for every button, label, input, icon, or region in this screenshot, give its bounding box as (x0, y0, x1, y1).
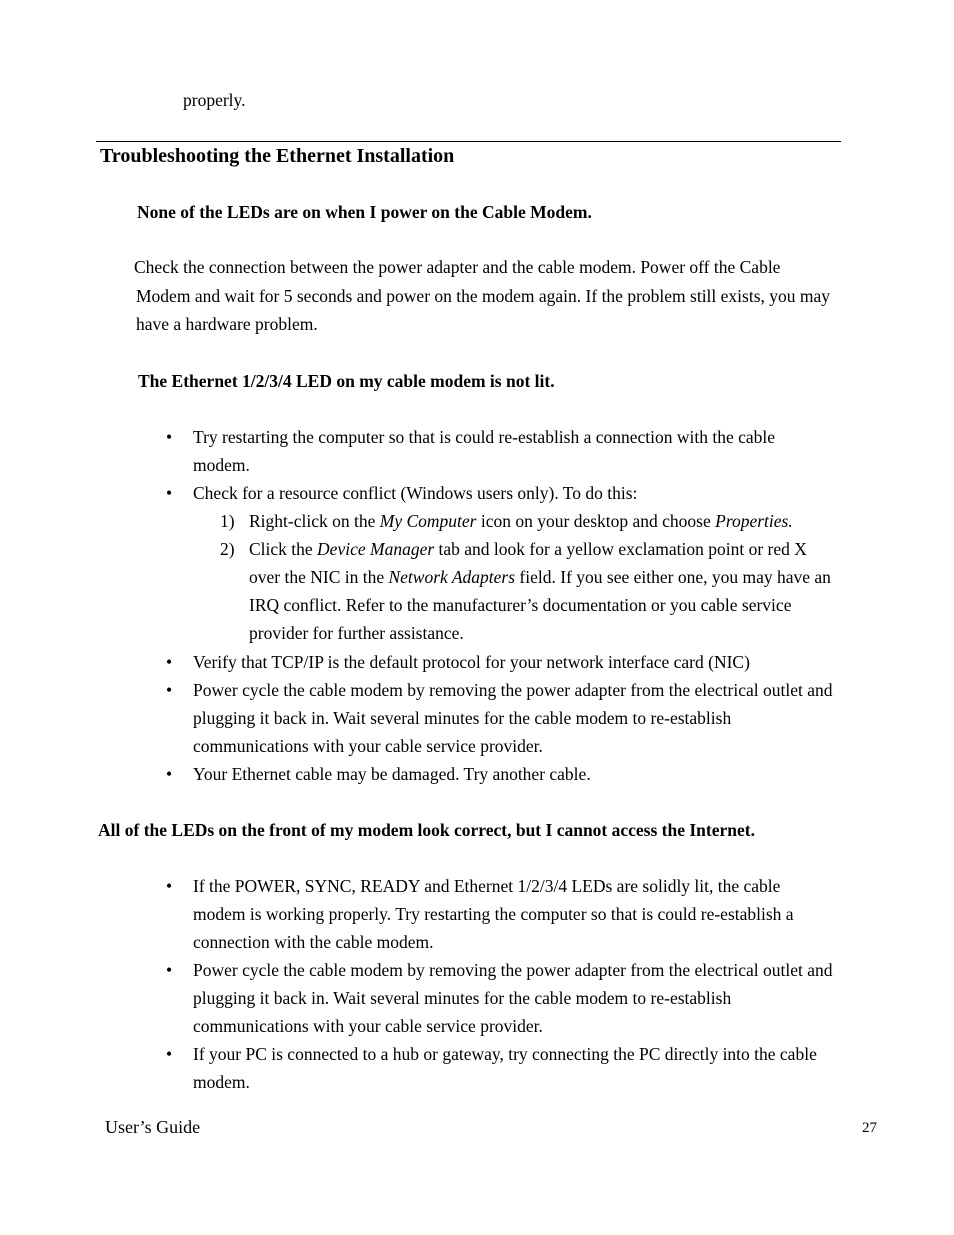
bullet-glyph: • (166, 483, 173, 503)
text-run: tab and look for a yellow exclamation point or red X (434, 539, 807, 559)
text-line: communications with your cable service provider. (193, 736, 543, 756)
text-line: Verify that TCP/IP is the default protocol for your network interface card (NIC) (193, 652, 750, 672)
bullet-list-ethernet-led (166, 423, 776, 507)
text-line: Check the connection between the power adapter and the cable modem. Power off the Cable (134, 257, 781, 277)
bullet-list-ethernet-led-continued (166, 648, 833, 788)
text-line: connection with the cable modem. (193, 932, 434, 952)
bullet-glyph: • (166, 427, 173, 447)
text-line: If the POWER, SYNC, READY and Ethernet 1/2/3/4 LEDs are solidly lit, the cable (193, 876, 781, 896)
bullet-glyph: • (166, 876, 173, 896)
text-line: Try restarting the computer so that is could re-establish a connection with the cable (193, 427, 776, 447)
text-line: IRQ conflict. Refer to the manufacturer’s documentation or you cable service (249, 595, 792, 615)
text-line: Your Ethernet cable may be damaged. Try another cable. (193, 764, 591, 784)
list-item (166, 760, 832, 788)
answer-paragraph-no-leds (134, 253, 830, 339)
text-run: Right-click on the (249, 511, 380, 531)
text-line: Power cycle the cable modem by removing the power adapter from the electrical outlet and (193, 960, 833, 980)
text-emphasis: Network Adapters (388, 567, 516, 587)
question-title-no-leds: None of the LEDs are on when I power on the Cable Modem. (137, 202, 592, 222)
question-title-ethernet-led: The Ethernet 1/2/3/4 LED on my cable modem is not lit. (138, 371, 555, 391)
text-line: Power cycle the cable modem by removing the power adapter from the electrical outlet and (193, 680, 833, 700)
list-item (166, 423, 776, 479)
bullet-list-no-internet (166, 872, 833, 1096)
text-line: communications with your cable service provider. (193, 1016, 543, 1036)
step-number: 2) (220, 539, 235, 559)
section-divider (96, 141, 841, 142)
bullet-glyph: • (166, 652, 173, 672)
numbered-steps (220, 507, 831, 647)
text-emphasis: Properties. (715, 511, 793, 531)
text-run: Click the (249, 539, 318, 559)
list-item (220, 535, 831, 647)
text-line: Modem and wait for 5 seconds and power on the modem again. If the problem still exists, you may (136, 285, 831, 306)
text-line: provider for further assistance. (249, 623, 464, 643)
text-line: plugging it back in. Wait several minutes for the cable modem to re-establish (193, 988, 732, 1008)
text-emphasis: My Computer (379, 511, 477, 531)
bullet-glyph: • (166, 960, 173, 980)
bullet-glyph: • (166, 1044, 173, 1064)
text-run: icon on your desktop and choose (476, 511, 716, 531)
text-line: modem is working properly. Try restarting the computer so that is could re-establish a (193, 904, 794, 924)
footer-guide-title: User’s Guide (105, 1117, 201, 1137)
section-title: Troubleshooting the Ethernet Installation (100, 145, 455, 167)
list-item (166, 479, 775, 507)
list-item (220, 507, 831, 535)
text-run: field. If you see either one, you may have an (515, 567, 831, 587)
list-item (166, 956, 833, 1040)
text-line: modem. (193, 455, 250, 475)
question-title-no-internet: All of the LEDs on the front of my modem look correct, but I cannot access the Internet. (98, 820, 755, 840)
text-run: over the NIC in the (249, 567, 389, 587)
bullet-glyph: • (166, 764, 173, 784)
list-item (166, 872, 832, 956)
page-number: 27 (862, 1120, 877, 1136)
text-emphasis: Device Manager (317, 539, 435, 559)
text-line: Check for a resource conflict (Windows users only). To do this: (193, 483, 638, 503)
list-item (166, 1040, 832, 1096)
text-line: If your PC is connected to a hub or gateway, try connecting the PC directly into the cable (193, 1044, 817, 1064)
list-item (166, 648, 832, 676)
text-line: plugging it back in. Wait several minutes for the cable modem to re-establish (193, 708, 732, 728)
continued-text: properly. (183, 90, 246, 110)
step-number: 1) (220, 511, 235, 531)
text-line: modem. (193, 1072, 250, 1092)
bullet-glyph: • (166, 680, 173, 700)
text-line: have a hardware problem. (136, 314, 318, 334)
list-item (166, 676, 833, 760)
